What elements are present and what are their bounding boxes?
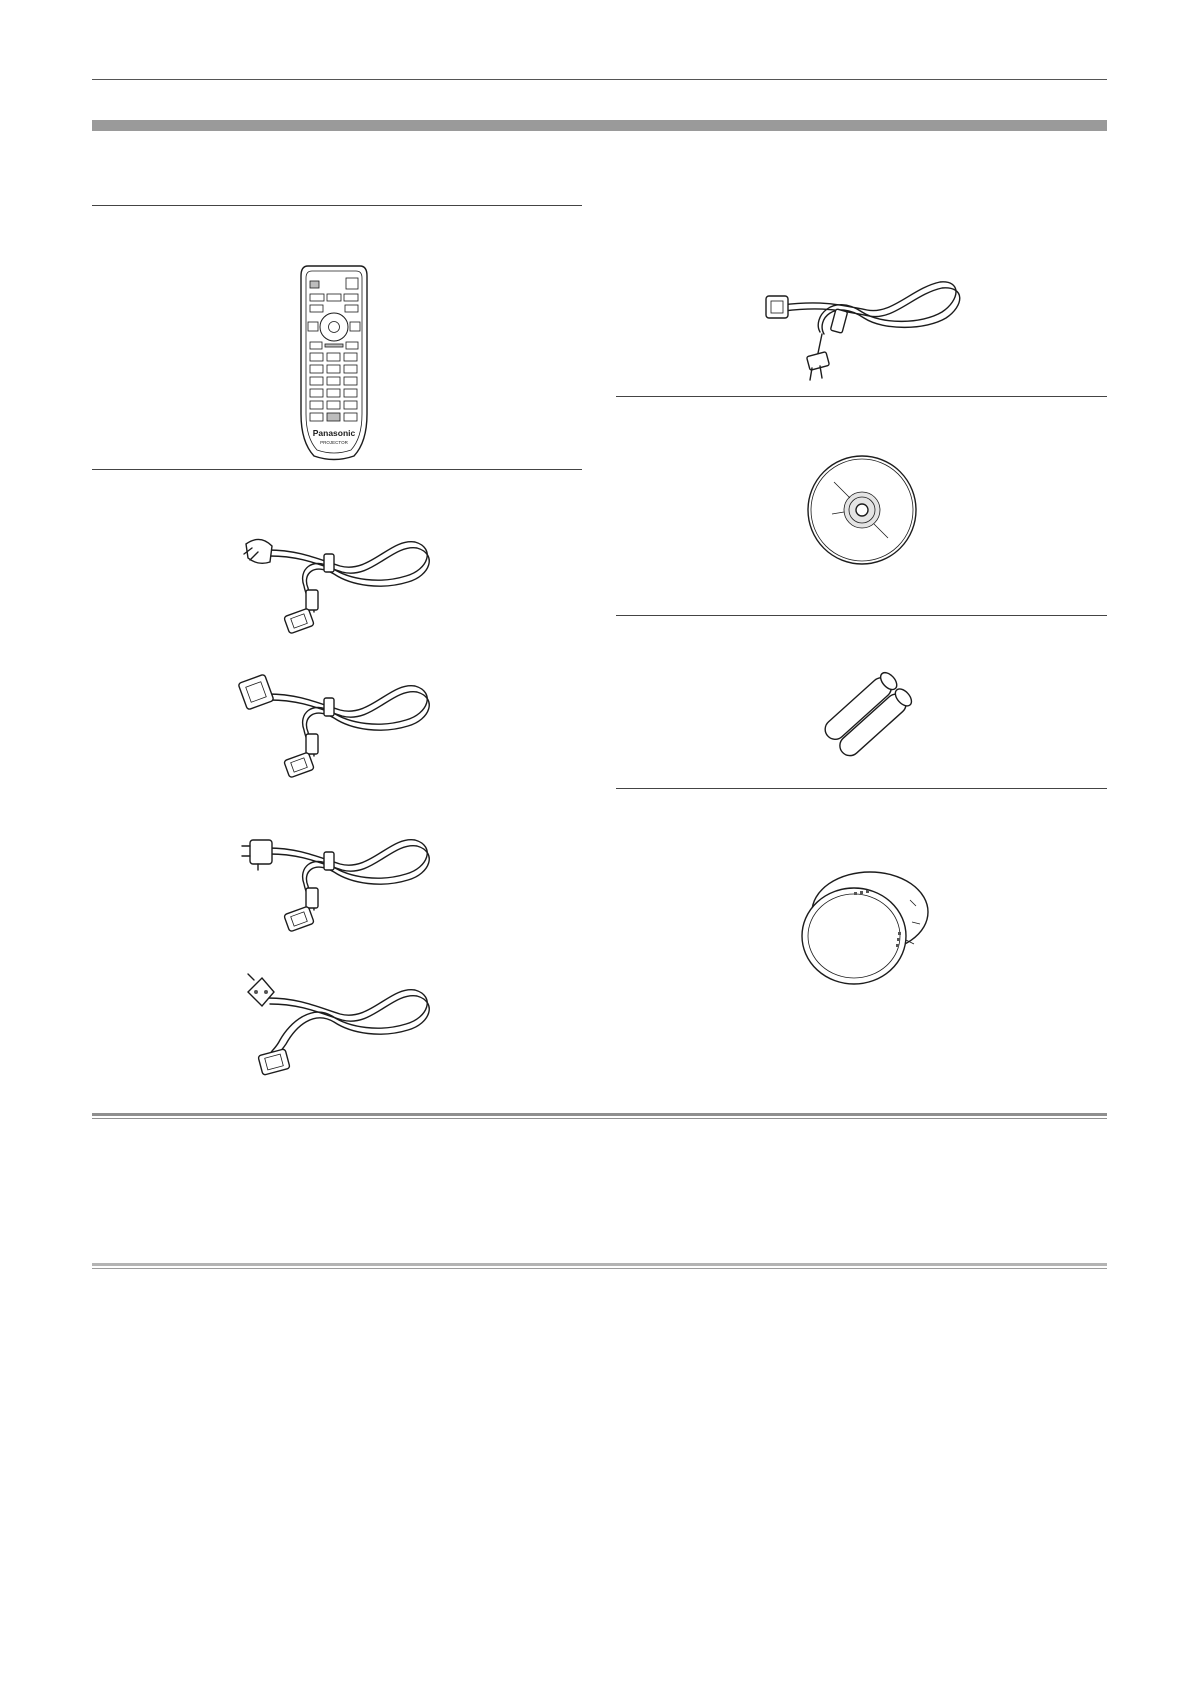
section-title-bar [92, 120, 1107, 131]
item-divider-cdrom [616, 396, 1107, 397]
page-header-rule [92, 79, 1107, 80]
item-divider-batteries [616, 615, 1107, 616]
item-divider-power-cords [92, 469, 582, 470]
batteries-illustration [800, 665, 930, 765]
item-divider-lens-cap [616, 788, 1107, 789]
power-cord-illustration-uk [240, 672, 430, 782]
power-cord-illustration-1 [762, 270, 960, 388]
power-cord-illustration-eu [240, 530, 430, 640]
remote-model-label: PROJECTOR [320, 440, 348, 445]
lens-cap-illustration [800, 862, 930, 992]
section-divider-2 [92, 1263, 1107, 1269]
remote-control-illustration [298, 264, 370, 460]
power-cord-illustration-in [240, 970, 430, 1080]
power-cord-illustration-us [240, 828, 430, 938]
item-divider-remote [92, 205, 582, 206]
remote-brand-label: Panasonic [312, 428, 356, 438]
section-divider-1 [92, 1113, 1107, 1119]
cdrom-illustration [804, 452, 920, 568]
